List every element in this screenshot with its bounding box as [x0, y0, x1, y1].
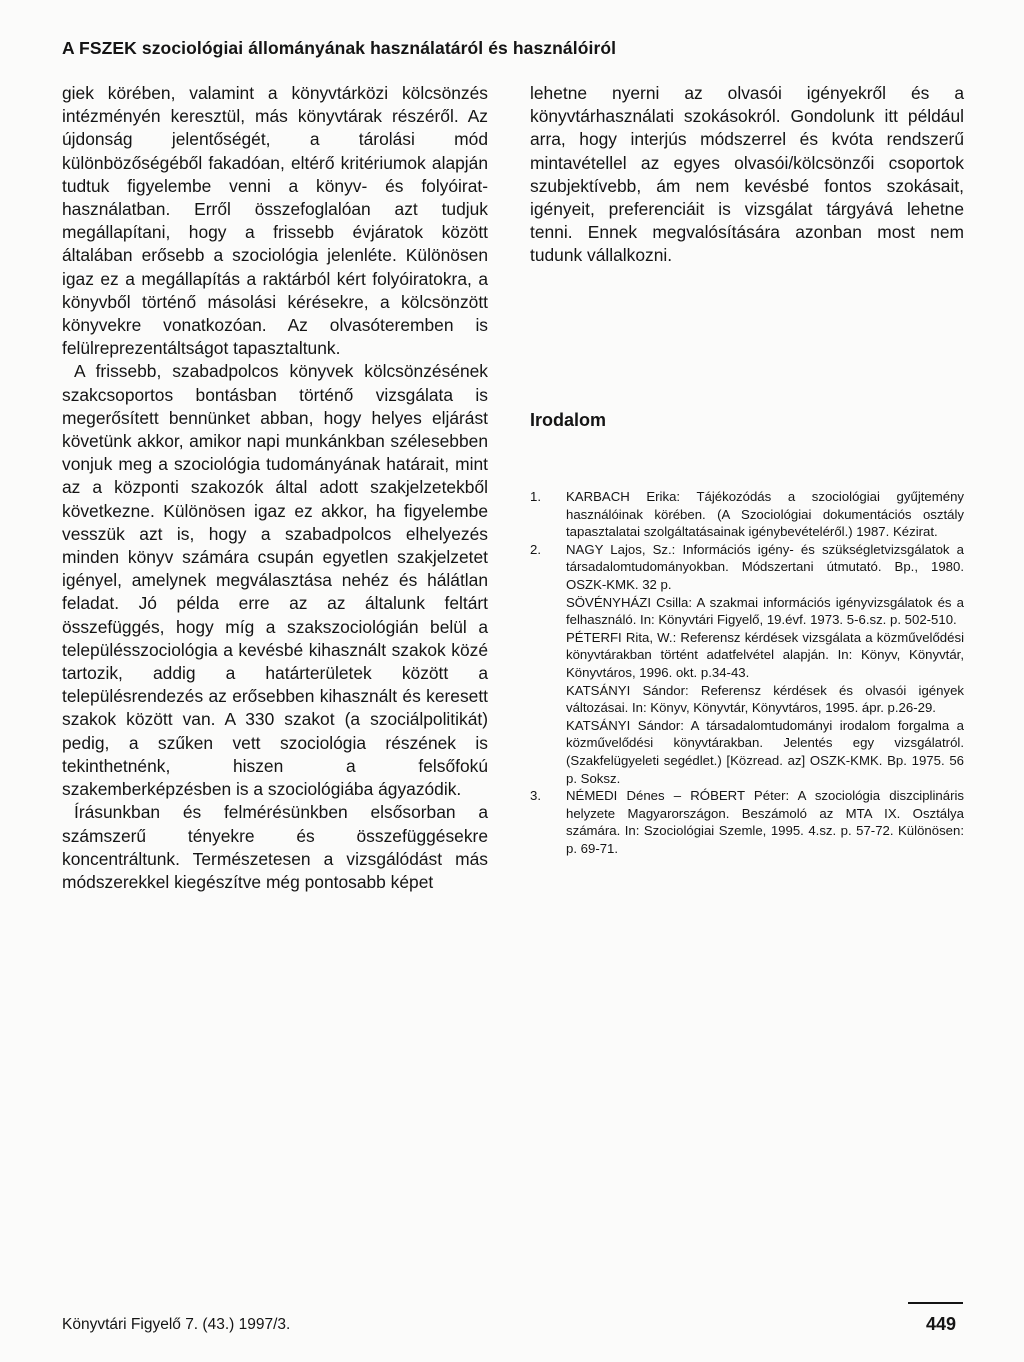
body-paragraph: A frissebb, szabadpolcos könyvek kölcsönzésének szakcsoportos bontásban történő vizsgálata is megerősített bennünket abban, hogy helyes eljárást követünk akkor, amikor napi munkánkban szélesebben vonjuk meg a szociológia tudományának határait, mint az a központi szakozók által adott szakjelzetekből következne. Különösen igaz ez akkor, ha figyelembe vesszük azt is, hogy a szabadpolcos elhelyezés minden könyv számára csupán egyetlen szakjelzetet igényel, amelynek megválasztása nehéz és hálátlan feladat. Jó példa erre az az általunk feltárt összefüggés, hogy míg a szakszociológián belül a településszociológia a kevésbé kihasznált szakok közé tartozik, addig a határterületek között a településrendezés az erősebben kihasznált és keresett szakok között van. A 330 szakot (a szociálpolitikát) pedig, a szűken vett szociológia részének is tekinthetnénk, hiszen a felsőfokú szakemberképzésben is a szociológiába ágyazódik.: [62, 361, 488, 800]
references-heading: Irodalom: [530, 410, 607, 430]
reference-entry: KATSÁNYI Sándor: A társadalomtudományi irodalom forgalma a közművelődési könyvtárakban. Jelentés egy vizsgálatról. (Szakfelügyeleti segédlet.) [Közread. az] OSZK-KMK. Bp. 1975. 56 p. Soksz.: [566, 717, 964, 786]
reference-list: [530, 488, 964, 857]
left-column: [62, 82, 488, 894]
right-column: [530, 82, 964, 268]
reference-number: 3.: [530, 788, 541, 804]
reference-entry: KARBACH Erika: Tájékozódás a szociológiai gyűjtemény használóinak körében. (A Szociológiai dokumentációs osztály tapasztalatai szolgáltatásainak igénybevételéről.) 1987. Kézirat.: [566, 489, 964, 540]
reference-entry: PÉTERFI Rita, W.: Referensz kérdések vizsgálata a közművelődési könyvtárakban történt adatfelvétel alapján. In: Könyv, Könyvtár, Könyvtáros, 1996. okt. p.34-43.: [566, 629, 964, 680]
running-title: A FSZEK szociológiai állományának használatáról és használóiról: [62, 38, 617, 58]
reference-entry: NAGY Lajos, Sz.: Információs igény- és szükségletvizsgálatok a társadalomtudományokban. Módszertani útmutató. Bp., 1980. OSZK-KMK. 32 p.: [566, 541, 964, 592]
reference-entry: NÉMEDI Dénes – RÓBERT Péter: A szociológia diszciplináris helyzete Magyarországon. Beszámoló az MTA IX. Osztálya számára. In: Szociológiai Szemle, 1995. 4.sz. p. 57-72. Különösen: p. 69-71.: [566, 788, 964, 856]
reference-item: [530, 787, 964, 857]
page-number-rule: [908, 1302, 963, 1304]
reference-item: [530, 541, 964, 787]
reference-entry: KATSÁNYI Sándor: Referensz kérdések és olvasói igények változásai. In: Könyv, Könyvtár, Könyvtáros, 1995. ápr. p.26-29.: [566, 682, 964, 716]
reference-number: 1.: [530, 489, 541, 504]
journal-citation: Könyvtári Figyelő 7. (43.) 1997/3.: [62, 1316, 291, 1333]
page-number: 449: [926, 1314, 957, 1334]
reference-item: [530, 488, 964, 541]
body-paragraph: Írásunkban és felmérésünkben elsősorban a számszerű tényekre és összefüggésekre koncentráltunk. Természetesen a vizsgálódást más módszerekkel kiegészítve még pontosabb képet: [62, 802, 488, 892]
body-paragraph: lehetne nyerni az olvasói igényekről és a könyvtárhasználati szokásokról. Gondolunk itt például arra, hogy interjús módszerrel és kvóta rendszerű mintavétellel az egyes olvasói/kölcsönzői csoportok szubjektívebb, ám nem kevésbé fontos szokásait, igényeit, preferenciáit is vizsgálat tárgyává lehetne tenni. Ennek megvalósítására azonban most nem tudunk vállalkozni.: [530, 83, 964, 266]
reference-number: 2.: [530, 541, 541, 557]
reference-entry: SÖVÉNYHÁZI Csilla: A szakmai információs igényvizsgálatok és a felhasználó. In: Könyvtári Figyelő, 19.évf. 1973. 5-6.sz. p. 502-510.: [566, 594, 964, 628]
body-paragraph: giek körében, valamint a könyvtárközi kölcsönzés intézményén keresztül, más könyvtárak részéről. Az újdonság jelentőségét, a tárolási mód különbözőségéből fakadóan, eltérő kritériumok alapján tudtuk figyelembe venni a könyv- és folyóirat-használatban. Erről összefoglalóan azt tudjuk megállapítani, hogy a frissebb évjáratok között általában erősebb a szociológia jelenléte. Különösen igaz ez a megállapítás a raktárból kért folyóiratokra, a könyvből történő másolási kérésekre, a kölcsönzött könyvekre vonatkozóan. Az olvasóteremben is felülreprezentáltságot tapasztaltunk.: [62, 83, 488, 359]
